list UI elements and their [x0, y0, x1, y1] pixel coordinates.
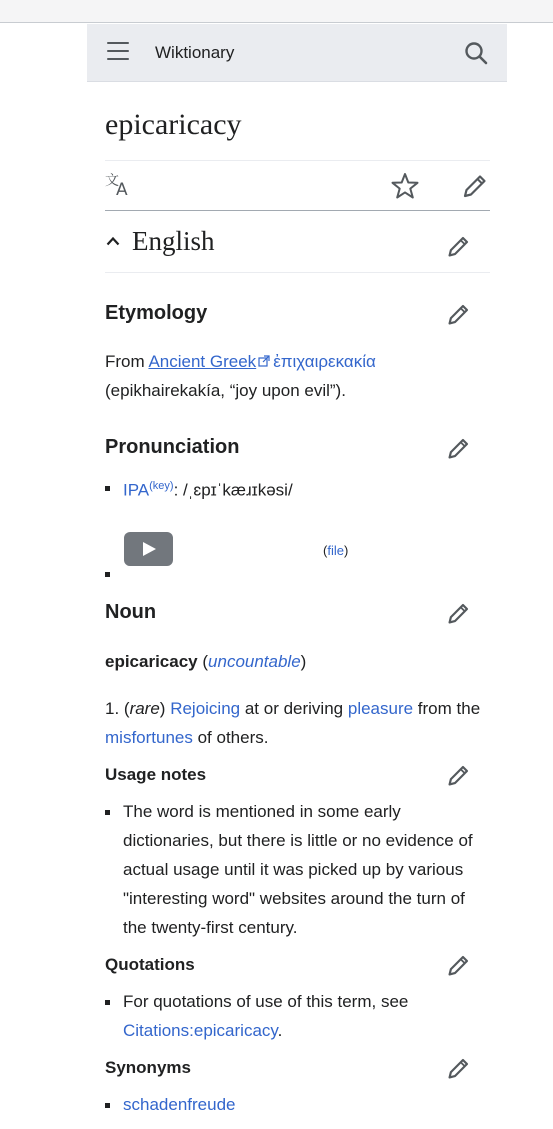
site-header [87, 24, 507, 82]
external-link-icon [258, 355, 270, 367]
edit-quotations-pencil-icon[interactable] [446, 953, 471, 978]
language-heading[interactable]: English [132, 226, 215, 256]
language-divider [105, 272, 490, 273]
hamburger-icon[interactable] [107, 42, 129, 62]
pleasure-link[interactable]: pleasure [347, 699, 414, 718]
schadenfreude-link[interactable]: schadenfreude [123, 1095, 236, 1114]
misfortunes-link[interactable]: misfortunes [105, 728, 193, 747]
ipa-link[interactable]: IPA [123, 480, 150, 500]
title-divider [105, 160, 490, 161]
citations-link[interactable]: Citations:epicaricacy [123, 1021, 278, 1040]
svg-text:文: 文 [105, 173, 119, 189]
synonym-item [123, 1090, 483, 1119]
greek-word-link[interactable]: ἐπιχαιρεκακία [273, 352, 376, 371]
list-bullet [105, 572, 110, 577]
audio-file-link[interactable]: file [327, 543, 344, 558]
list-bullet [105, 1103, 110, 1108]
edit-usage-notes-pencil-icon[interactable] [446, 763, 471, 788]
translate-icon[interactable] [105, 172, 135, 198]
site-name[interactable]: Wiktionary [155, 43, 235, 62]
pencil-icon[interactable] [461, 172, 489, 200]
noun-headword-line: epicaricacy (uncountable) [105, 652, 307, 671]
quotations-item: For quotations of use of this term, see Citations:epicaricacy. [123, 992, 409, 1040]
play-icon [141, 541, 157, 557]
chevron-up-icon[interactable] [106, 236, 120, 246]
definition-1: 1. (rare) Rejoicing at or deriving pleasure from the misfortunes of others. [105, 699, 481, 747]
rejoicing-link[interactable]: Rejoicing [170, 699, 241, 718]
svg-text:A: A [116, 180, 128, 198]
edit-synonyms-pencil-icon[interactable] [446, 1056, 471, 1081]
usage-notes-heading: Usage notes [105, 765, 207, 784]
page-title: epicaricacy [105, 108, 242, 141]
edit-english-pencil-icon[interactable] [446, 234, 471, 259]
headword: epicaricacy [105, 652, 198, 671]
uncountable-link[interactable]: uncountable [208, 652, 301, 671]
ancient-greek-link[interactable]: Ancient Greek [148, 352, 257, 371]
noun-heading: Noun [105, 601, 157, 623]
list-bullet [105, 486, 110, 491]
audio-file-text: (file) [323, 543, 349, 558]
quotations-heading: Quotations [105, 955, 195, 974]
etymology-heading: Etymology [105, 302, 208, 324]
pronunciation-heading: Pronunciation [105, 436, 240, 458]
search-icon[interactable] [463, 40, 489, 66]
synonyms-heading: Synonyms [105, 1058, 191, 1077]
edit-pronunciation-pencil-icon[interactable] [446, 436, 471, 461]
usage-note-item: The word is mentioned in some early dictionaries, but there is little or no evidence of actual usage until it was picked up by various "interesting word" websites around the turn of the twenty-first century. [123, 802, 473, 937]
ipa-item: $IPA^{(key)}$: /ˌɛpɪˈkæɹɪkəsi/ [123, 480, 293, 500]
list-bullet [105, 1000, 110, 1005]
browser-top-strip [0, 0, 553, 23]
etymology-text: From Ancient Greek ἐπιχαιρεκακία (epikhairekakía, “joy upon evil”). [105, 352, 376, 400]
edit-noun-pencil-icon[interactable] [446, 601, 471, 626]
edit-etymology-pencil-icon[interactable] [446, 302, 471, 327]
ipa-key-link[interactable]: (key) [149, 480, 174, 492]
list-bullet [105, 810, 110, 815]
actions-divider [105, 210, 490, 211]
audio-play-button[interactable] [124, 532, 173, 566]
star-icon[interactable] [391, 172, 419, 200]
